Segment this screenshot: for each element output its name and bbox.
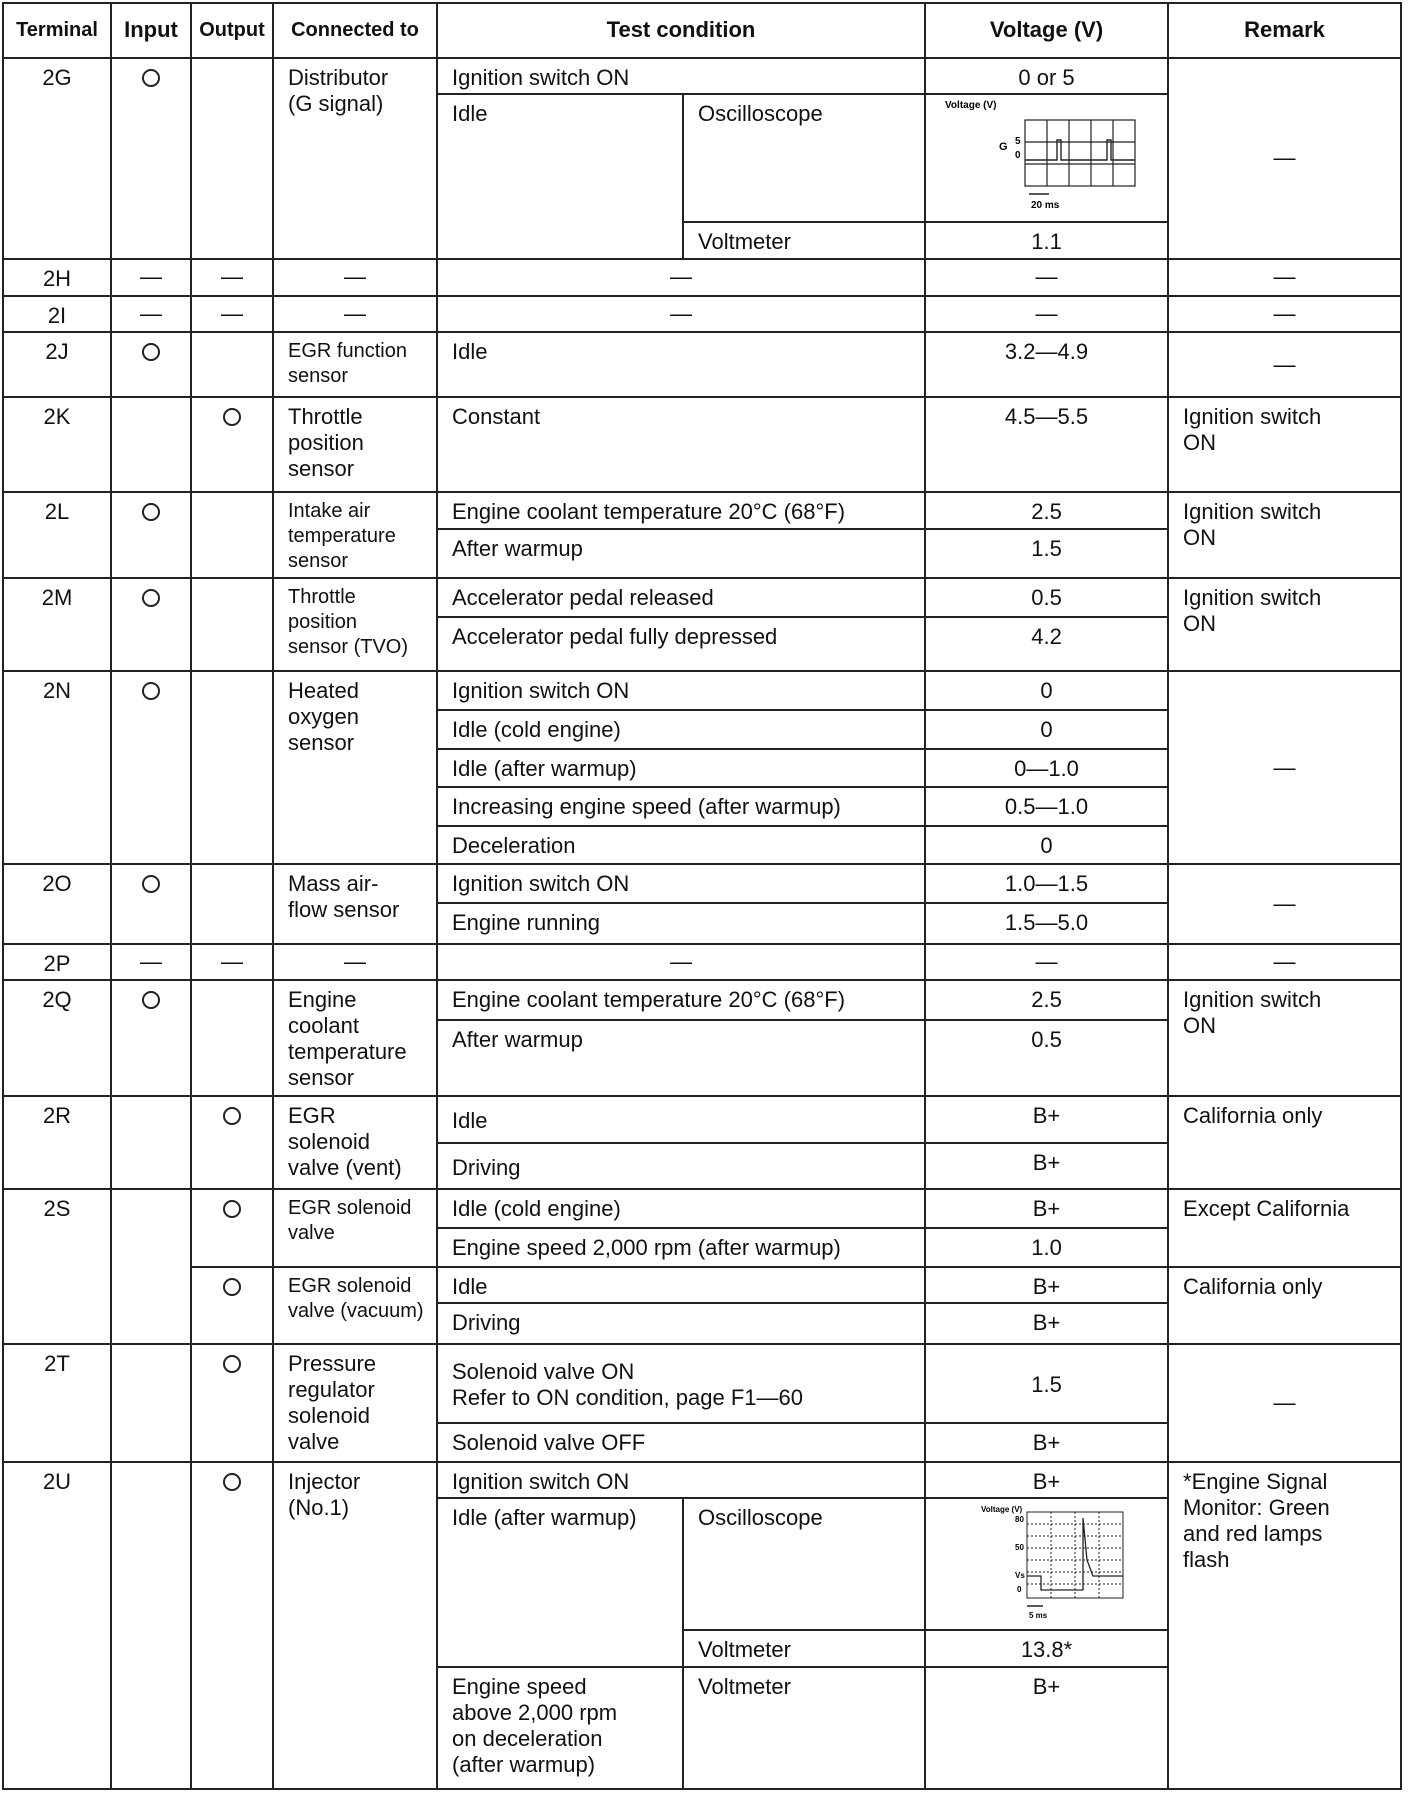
terminal-cell: 2M: [3, 578, 111, 671]
circle-icon: [142, 991, 160, 1009]
test-condition-cell: Increasing engine speed (after warmup): [437, 787, 925, 826]
test-condition-cell: Ignition switch ON: [437, 58, 925, 95]
circle-icon: [223, 408, 241, 426]
test-condition-cell: Idle (cold engine): [437, 710, 925, 749]
terminal-cell: 2G: [3, 58, 111, 259]
remark-cell: Ignition switch ON: [1168, 980, 1401, 1096]
connected-to-cell: EGR solenoid valve (vacuum): [273, 1267, 437, 1344]
connected-to-cell: EGR solenoid valve (vent): [273, 1096, 437, 1189]
remark-cell: California only: [1168, 1096, 1401, 1189]
test-method-cell: Voltmeter: [683, 222, 925, 259]
voltage-cell: 1.5—5.0: [925, 903, 1168, 944]
voltage-cell: 0.5: [925, 1020, 1168, 1096]
row-2P: [3, 944, 1401, 981]
output-mark: [191, 1267, 273, 1344]
input-mark: [111, 492, 191, 578]
test-condition-cell: Idle (after warmup): [437, 749, 925, 788]
voltage-cell: B+: [925, 1143, 1168, 1190]
header-terminal: Terminal: [3, 3, 111, 58]
input-mark: [111, 578, 191, 671]
header-voltage: Voltage (V): [925, 3, 1168, 58]
input-mark: [111, 1344, 191, 1462]
scope-y-vs: Vs: [1014, 1571, 1025, 1581]
test-condition-cell: Accelerator pedal fully depressed: [437, 617, 925, 672]
test-condition-cell: —: [437, 259, 925, 296]
row-2H: [3, 259, 1401, 296]
header-row: [3, 3, 1401, 58]
output-mark: [191, 1462, 273, 1789]
remark-cell: —: [1168, 944, 1401, 981]
terminal-voltage-table-wrapper: [2, 2, 1400, 1790]
test-condition-cell: Idle: [437, 94, 683, 259]
output-mark: [191, 58, 273, 259]
row-2Q: [3, 980, 1401, 1020]
connected-to-cell: —: [273, 296, 437, 333]
injector-waveform: [937, 1500, 1157, 1622]
output-mark: —: [191, 296, 273, 333]
voltage-cell: —: [925, 944, 1168, 981]
scope-y-50: 50: [1014, 1543, 1024, 1553]
row-2K: [3, 397, 1401, 491]
connected-to-cell: Distributor (G signal): [273, 58, 437, 259]
voltage-cell: 1.1: [925, 222, 1168, 259]
test-condition-cell: Ignition switch ON: [437, 1462, 925, 1499]
voltage-cell: 1.0: [925, 1228, 1168, 1267]
terminal-voltage-table: [2, 2, 1402, 1790]
voltage-cell: 2.5: [925, 980, 1168, 1020]
test-condition-cell: Accelerator pedal released: [437, 578, 925, 617]
test-condition-cell: Idle: [437, 332, 925, 397]
test-condition-cell: Idle: [437, 1096, 925, 1143]
terminal-cell: 2Q: [3, 980, 111, 1096]
connected-to-cell: Mass air- flow sensor: [273, 864, 437, 943]
test-condition-cell: Engine coolant temperature 20°C (68°F): [437, 492, 925, 529]
output-mark: —: [191, 259, 273, 296]
circle-icon: [142, 503, 160, 521]
connected-to-cell: Intake air temperature sensor: [273, 492, 437, 578]
voltage-cell: 13.8*: [925, 1630, 1168, 1667]
output-mark: [191, 492, 273, 578]
voltage-cell: 0 or 5: [925, 58, 1168, 95]
input-mark: —: [111, 944, 191, 981]
test-condition-cell: Engine coolant temperature 20°C (68°F): [437, 980, 925, 1020]
connected-to-cell: Engine coolant temperature sensor: [273, 980, 437, 1096]
voltage-cell: 0: [925, 826, 1168, 865]
voltage-cell: 0: [925, 671, 1168, 710]
output-mark: [191, 1344, 273, 1462]
test-method-cell: Voltmeter: [683, 1630, 925, 1667]
scope-ylabel: Voltage (V): [944, 100, 996, 112]
distributor-g-signal-waveform: [937, 96, 1157, 214]
header-connected-to: Connected to: [273, 3, 437, 58]
input-mark: [111, 332, 191, 397]
test-condition-cell: After warmup: [437, 529, 925, 578]
output-mark: [191, 1189, 273, 1266]
circle-icon: [223, 1278, 241, 1296]
connected-to-cell: Throttle position sensor: [273, 397, 437, 491]
output-mark: [191, 980, 273, 1096]
connected-to-cell: Heated oxygen sensor: [273, 671, 437, 864]
input-mark: [111, 864, 191, 943]
test-condition-cell: —: [437, 944, 925, 981]
voltage-cell: B+: [925, 1423, 1168, 1462]
terminal-cell: 2O: [3, 864, 111, 943]
voltage-cell: 2.5: [925, 492, 1168, 529]
voltage-cell: 0.5: [925, 578, 1168, 617]
oscilloscope-waveform-cell: [925, 1498, 1168, 1630]
circle-icon: [223, 1107, 241, 1125]
voltage-cell: B+: [925, 1667, 1168, 1789]
scope-grid: [1025, 120, 1135, 186]
output-mark: [191, 578, 273, 671]
terminal-cell: 2K: [3, 397, 111, 491]
input-mark: [111, 980, 191, 1096]
connected-to-cell: Throttle position sensor (TVO): [273, 578, 437, 671]
test-condition-cell: Ignition switch ON: [437, 671, 925, 710]
voltage-cell: 0: [925, 710, 1168, 749]
connected-to-cell: Injector (No.1): [273, 1462, 437, 1789]
voltage-cell: 0—1.0: [925, 749, 1168, 788]
voltage-cell: 4.2: [925, 617, 1168, 672]
test-condition-cell: Engine speed above 2,000 rpm on deceleration (after warmup): [437, 1667, 683, 1789]
voltage-cell: —: [925, 259, 1168, 296]
circle-icon: [223, 1200, 241, 1218]
test-condition-cell: Ignition switch ON: [437, 864, 925, 903]
row-2N: [3, 671, 1401, 710]
test-method-cell: Oscilloscope: [683, 94, 925, 222]
circle-icon: [223, 1355, 241, 1373]
voltage-cell: —: [925, 296, 1168, 333]
connected-to-cell: —: [273, 944, 437, 981]
test-condition-cell: Driving: [437, 1143, 925, 1190]
output-mark: —: [191, 944, 273, 981]
test-condition-cell: Engine speed 2,000 rpm (after warmup): [437, 1228, 925, 1267]
terminal-cell: 2P: [3, 944, 111, 981]
scope-time-label: 20 ms: [1030, 200, 1059, 212]
connected-to-cell: EGR function sensor: [273, 332, 437, 397]
test-condition-cell: Constant: [437, 397, 925, 491]
terminal-cell: 2J: [3, 332, 111, 397]
row-2S-sub: [3, 1267, 1401, 1304]
voltage-cell: B+: [925, 1096, 1168, 1143]
circle-icon: [142, 875, 160, 893]
connected-to-cell: Pressure regulator solenoid valve: [273, 1344, 437, 1462]
voltage-cell: 3.2—4.9: [925, 332, 1168, 397]
remark-cell: —: [1168, 864, 1401, 943]
input-mark: [111, 1096, 191, 1189]
input-mark: —: [111, 259, 191, 296]
connected-to-cell: EGR solenoid valve: [273, 1189, 437, 1266]
scope-y-80: 80: [1014, 1515, 1024, 1525]
terminal-cell: 2T: [3, 1344, 111, 1462]
input-mark: [111, 671, 191, 864]
voltage-cell: 1.0—1.5: [925, 864, 1168, 903]
test-condition-cell: Engine running: [437, 903, 925, 944]
terminal-cell: 2H: [3, 259, 111, 296]
test-condition-cell: Idle: [437, 1267, 925, 1304]
remark-cell: —: [1168, 58, 1401, 259]
circle-icon: [142, 343, 160, 361]
terminal-cell: 2R: [3, 1096, 111, 1189]
row-2I: [3, 296, 1401, 333]
voltage-cell: 1.5: [925, 529, 1168, 578]
test-condition-cell: Deceleration: [437, 826, 925, 865]
row-2T: [3, 1344, 1401, 1423]
circle-icon: [142, 69, 160, 87]
test-method-cell: Voltmeter: [683, 1667, 925, 1789]
header-remark: Remark: [1168, 3, 1401, 58]
scope-y-low: 0: [1014, 150, 1021, 162]
terminal-cell: 2S: [3, 1189, 111, 1343]
test-condition-cell: After warmup: [437, 1020, 925, 1096]
voltage-cell: 0.5—1.0: [925, 787, 1168, 826]
output-mark: [191, 1096, 273, 1189]
test-condition-cell: Solenoid valve OFF: [437, 1423, 925, 1462]
voltage-cell: B+: [925, 1189, 1168, 1228]
test-condition-cell: Solenoid valve ON Refer to ON condition, page F1—60: [437, 1344, 925, 1423]
remark-cell: —: [1168, 1344, 1401, 1462]
voltage-cell: B+: [925, 1303, 1168, 1344]
input-mark: [111, 58, 191, 259]
voltage-cell: B+: [925, 1267, 1168, 1304]
header-output: Output: [191, 3, 273, 58]
output-mark: [191, 864, 273, 943]
row-2M: [3, 578, 1401, 617]
terminal-cell: 2N: [3, 671, 111, 864]
row-2R: [3, 1096, 1401, 1143]
remark-cell: Except California: [1168, 1189, 1401, 1266]
scope-time-label: 5 ms: [1028, 1611, 1047, 1621]
input-mark: [111, 1462, 191, 1789]
row-2L: [3, 492, 1401, 529]
terminal-cell: 2I: [3, 296, 111, 333]
row-2J: [3, 332, 1401, 397]
input-mark: —: [111, 296, 191, 333]
row-2S: [3, 1189, 1401, 1228]
scope-y-0: 0: [1016, 1585, 1021, 1595]
output-mark: [191, 397, 273, 491]
input-mark: [111, 1189, 191, 1343]
input-mark: [111, 397, 191, 491]
remark-cell: Ignition switch ON: [1168, 397, 1401, 491]
circle-icon: [142, 682, 160, 700]
output-mark: [191, 671, 273, 864]
remark-cell: —: [1168, 259, 1401, 296]
test-method-cell: Oscilloscope: [683, 1498, 925, 1630]
voltage-cell: B+: [925, 1462, 1168, 1499]
remark-cell: *Engine Signal Monitor: Green and red lamps flash: [1168, 1462, 1401, 1789]
header-input: Input: [111, 3, 191, 58]
oscilloscope-waveform-cell: [925, 94, 1168, 222]
circle-icon: [223, 1473, 241, 1491]
remark-cell: —: [1168, 671, 1401, 864]
header-test-condition: Test condition: [437, 3, 925, 58]
scope-y-high: 5: [1014, 136, 1021, 148]
test-condition-cell: —: [437, 296, 925, 333]
remark-cell: Ignition switch ON: [1168, 578, 1401, 671]
remark-cell: Ignition switch ON: [1168, 492, 1401, 578]
output-mark: [191, 332, 273, 397]
remark-cell: —: [1168, 332, 1401, 397]
remark-cell: —: [1168, 296, 1401, 333]
terminal-cell: 2U: [3, 1462, 111, 1789]
remark-cell: California only: [1168, 1267, 1401, 1344]
test-condition-cell: Driving: [437, 1303, 925, 1344]
row-2O: [3, 864, 1401, 903]
test-condition-cell: Idle (after warmup): [437, 1498, 683, 1667]
circle-icon: [142, 589, 160, 607]
row-2U: [3, 1462, 1401, 1499]
voltage-cell: 1.5: [925, 1344, 1168, 1423]
test-condition-cell: Idle (cold engine): [437, 1189, 925, 1228]
scope-ylabel: Voltage (V): [980, 1505, 1022, 1515]
connected-to-cell: —: [273, 259, 437, 296]
scope-trace: [1025, 140, 1135, 160]
row-2G: [3, 58, 1401, 95]
voltage-cell: 4.5—5.5: [925, 397, 1168, 491]
terminal-cell: 2L: [3, 492, 111, 578]
scope-signal-label: G: [998, 141, 1008, 154]
